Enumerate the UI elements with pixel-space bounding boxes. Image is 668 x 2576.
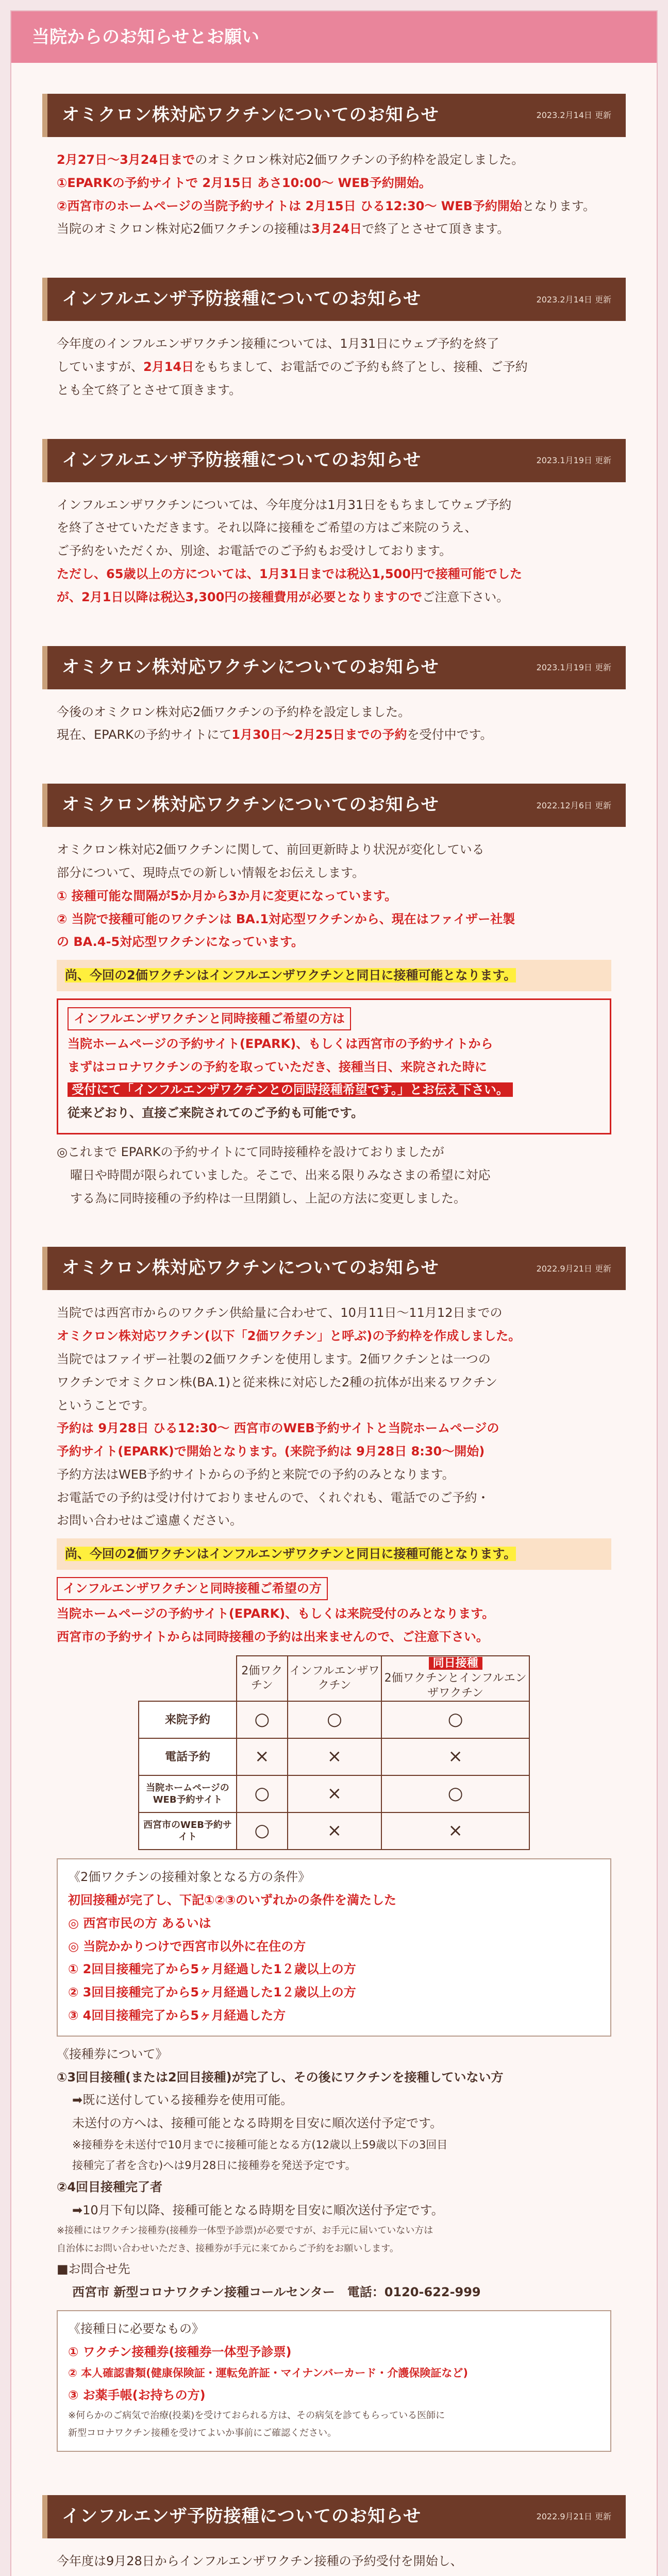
text: 今年度は9月28日からインフルエンザワクチン接種の予約受付を開始し、	[57, 2554, 463, 2569]
text: 予約は 9月28日 ひる12:30～ 西宮市のWEB予約サイトと当院ホームページの	[57, 1421, 499, 1436]
notice-date: 2023.2月14日 更新	[536, 110, 611, 121]
notice-title: インフルエンザ予防接種についてのお知らせ	[62, 289, 421, 310]
table-row: 当院ホームページのWEB予約サイト ○ × ○	[139, 1775, 529, 1812]
text: お電話での予約は受け付けておりませんので、くれぐれも、電話でのご予約・	[57, 1490, 490, 1505]
text: ※接種にはワクチン接種券(接種券一体型予診票)が必要ですが、お手元に届いていない方は	[57, 2225, 433, 2236]
text	[57, 2574, 611, 2576]
text: ただし、65歳以上の方については、1月31日までは税込1,500円で接種可能でした	[57, 566, 522, 581]
text: 今後のオミクロン株対応2価ワクチンの予約枠を設定しました。	[57, 704, 411, 719]
notice-date: 2023.2月14日 更新	[536, 294, 611, 304]
text: となります。	[522, 198, 595, 213]
text: ①3回目接種(または2回目接種)が完了し、その後にワクチンを接種していない方	[57, 2070, 504, 2084]
notice-header	[42, 2495, 626, 2538]
text: 当院ホームページの予約サイト(EPARK)、もしくは西宮市の予約サイトから	[68, 1036, 493, 1051]
notice-omicron-0119	[42, 615, 626, 753]
text: 新型コロナワクチン接種を受けてよいか事前にご確認ください。	[68, 2428, 337, 2439]
page-title: 当院からのお知らせとお願い	[11, 11, 657, 63]
notice-omicron-0921	[42, 1216, 626, 2464]
notice-date: 2022.9月21日 更新	[536, 2512, 611, 2522]
text: ② 本人確認書類(健康保険証・運転免許証・マイナンバーカード・介護保険証など)	[68, 2367, 468, 2380]
notice-header	[42, 439, 626, 482]
col-header: インフルエンザワクチン	[288, 1656, 382, 1701]
text: ③ お薬手帳(お持ちの方)	[68, 2388, 206, 2403]
text: ※何らかのご病気で治療(投薬)を受けておられる方は、その病気を診てもらっている医師に	[68, 2410, 445, 2421]
same-day-note: 尚、今回の2価ワクチンはインフルエンザワクチンと同日に接種可能となります。	[57, 960, 611, 991]
notice-title: オミクロン株対応ワクチンについてのお知らせ	[62, 105, 439, 126]
text: まずはコロナワクチンの予約を取っていただき、接種当日、来院された時に	[68, 1059, 487, 1074]
text: ◎これまで EPARKの予約サイトにて同時接種枠を設けておりましたが	[57, 1144, 444, 1159]
page-frame	[10, 10, 658, 2576]
text: ご予約をいただくか、別途、お電話でのご予約もお受けしております。	[57, 544, 452, 558]
notice-header	[42, 784, 626, 827]
text: していますが、	[57, 359, 143, 374]
text: 従来どおり、直接ご来院されてのご予約も可能です。	[68, 1106, 364, 1121]
text: ➡10月下旬以降、接種可能となる時期を目安に順次送付予定です。	[72, 2203, 444, 2218]
text: 3月24日	[311, 222, 362, 236]
notice-title: インフルエンザ予防接種についてのお知らせ	[62, 2506, 421, 2527]
notice-date: 2022.12月6日 更新	[536, 800, 611, 810]
notice-flu-0214	[42, 247, 626, 408]
text: 《接種日に必要なもの》	[68, 2321, 204, 2336]
notice-header	[42, 1247, 626, 1290]
notice-header	[42, 94, 626, 137]
notice-header	[42, 646, 626, 689]
notice-title: オミクロン株対応ワクチンについてのお知らせ	[62, 794, 439, 816]
notice-date: 2022.9月21日 更新	[536, 1263, 611, 1274]
text: とも全て終了とさせて頂きます。	[57, 382, 242, 397]
text: ということです。	[57, 1398, 155, 1413]
text: ◎ 西宮市民の方 あるいは	[68, 1916, 211, 1930]
text: ※接種券を未送付で10月までに接種可能となる方(12歳以上59歳以下の3回目	[72, 2139, 448, 2151]
text: ① ワクチン接種券(接種券一体型予診票)	[68, 2344, 292, 2359]
text: 現在、EPARKの予約サイトにて	[57, 727, 232, 742]
text: する為に同時接種の予約枠は一旦閉鎖し、上記の方法に変更しました。	[70, 1191, 466, 1206]
text: を終了させていただきます。それ以降に接種をご希望の方はご来院のうえ、	[57, 520, 477, 535]
text: ③ 4回目接種完了から5ヶ月経過した方	[68, 2008, 286, 2023]
text: 曜日や時間が限られていました。そこで、出来る限りみなさまの希望に対応	[70, 1167, 491, 1182]
text: ■お問合せ先	[57, 2262, 130, 2277]
text: ② 当院で接種可能のワクチンは BA.1対応型ワクチンから、現在はファイザー社製	[57, 911, 515, 926]
text: 予約サイト(EPARK)で開始となります。(来院予約は 9月28日 8:30～開始)	[57, 1444, 485, 1459]
text: オミクロン株対応ワクチン(以下「2価ワクチン」と呼ぶ)の予約枠を作成しました。	[57, 1329, 521, 1344]
text: 受付にて「インフルエンザワクチンとの同時接種希望です。」とお伝え下さい。	[68, 1082, 513, 1097]
text: ① 2回目接種完了から5ヶ月経過した1２歳以上の方	[68, 1962, 356, 1977]
text: ご注意下さい。	[422, 589, 509, 604]
box-tag: インフルエンザワクチンと同時接種ご希望の方	[57, 1577, 328, 1600]
text: の BA.4-5対応型ワクチンになっています。	[57, 935, 304, 950]
text: 今年度のインフルエンザワクチン接種については、1月31日にウェブ予約を終了	[57, 336, 499, 351]
notice-flu-0119	[42, 408, 626, 615]
text: ②4回目接種完了者	[57, 2180, 163, 2195]
text: 西宮市の予約サイトからは同時接種の予約は出来ませんので、ご注意下さい。	[57, 1629, 489, 1644]
same-day-box	[57, 998, 611, 1134]
text: 当院ホームページの予約サイト(EPARK)、もしくは来院受付のみとなります。	[57, 1606, 495, 1621]
text: ① 接種可能な間隔が5か月から3か月に変更になっています。	[57, 888, 397, 903]
text: 当院のオミクロン株対応2価ワクチンの接種は	[57, 222, 312, 236]
text: のオミクロン株対応2価ワクチンの予約枠を設定しました。	[195, 152, 524, 167]
text: ②西宮市のホームページの当院予約サイトは 2月15日 ひる12:30～ WEB予約開始	[57, 198, 522, 213]
eligibility-box	[57, 1858, 611, 2037]
notice-flu-0921	[42, 2464, 626, 2576]
text: 2月27日～3月24日まで	[57, 152, 195, 167]
text: 《接種券について》	[57, 2046, 168, 2061]
col-header: 2価ワクチン	[237, 1656, 288, 1701]
text: ①EPARKの予約サイトで 2月15日 あさ10:00～ WEB予約開始。	[57, 175, 431, 190]
text: をもちまして、お電話でのご予約も終了とし、接種、ご予約	[194, 359, 528, 374]
required-items-box	[57, 2310, 611, 2452]
notice-title: インフルエンザ予防接種についてのお知らせ	[62, 449, 421, 470]
text: を受付中です。	[407, 727, 493, 742]
text: 自治体にお問い合わせいただき、接種券が手元に来てからご予約をお願いします。	[57, 2243, 399, 2254]
text: ② 3回目接種完了から5ヶ月経過した1２歳以上の方	[68, 1985, 356, 2000]
text: が、2月1日以降は税込3,300円の接種費用が必要となりますので	[57, 589, 423, 604]
text: お問い合わせはご遠慮ください。	[57, 1513, 242, 1528]
table-row: 電話予約 × × ×	[139, 1738, 529, 1775]
text: 部分について、現時点での新しい情報をお伝えします。	[57, 865, 365, 880]
notice-date: 2023.1月19日 更新	[536, 662, 611, 672]
notice-omicron-0214	[42, 63, 626, 247]
notice-header	[42, 278, 626, 321]
text: 《2価ワクチンの接種対象となる方の条件》	[68, 1870, 311, 1885]
table-row: 西宮市のWEB予約サイト ○ × ×	[139, 1812, 529, 1850]
notice-omicron-1206	[42, 753, 626, 1216]
reservation-table	[138, 1655, 530, 1850]
text: オミクロン株対応2価ワクチンに関して、前回更新時より状況が変化している	[57, 842, 485, 857]
call-center: 西宮市 新型コロナワクチン接種コールセンター 電話：0120-622-999	[72, 2284, 481, 2299]
text: 予約方法はWEB予約サイトからの予約と来院での予約のみとなります。	[57, 1467, 455, 1482]
text: 未送付の方へは、接種可能となる時期を目安に順次送付予定です。	[72, 2116, 443, 2131]
text: 1月30日～2月25日までの予約	[231, 727, 407, 742]
notice-title: オミクロン株対応ワクチンについてのお知らせ	[62, 656, 439, 677]
text: 当院では西宮市からのワクチン供給量に合わせて、10月11日～11月12日までの	[57, 1306, 503, 1320]
text: 当院ではファイザー社製の2価ワクチンを使用します。2価ワクチンとは一つの	[57, 1351, 491, 1366]
text: ➡既に送付している接種券を使用可能。	[72, 2093, 293, 2108]
text: 初回接種が完了し、下記①②③のいずれかの条件を満たした	[68, 1893, 396, 1908]
notice-date: 2023.1月19日 更新	[536, 455, 611, 465]
box-tag: インフルエンザワクチンと同時接種ご希望の方は	[68, 1007, 351, 1030]
notice-title: オミクロン株対応ワクチンについてのお知らせ	[62, 1258, 439, 1279]
col-header: 同日接種 2価ワクチンとインフルエンザワクチン	[381, 1656, 529, 1701]
text: ◎ 当院かかりつけで西宮市以外に在住の方	[68, 1939, 306, 1954]
table-row: 来院予約 ○ ○ ○	[139, 1701, 529, 1738]
text: ワクチンでオミクロン株(BA.1)と従来株に対応した2種の抗体が出来るワクチン	[57, 1375, 497, 1389]
same-day-note: 尚、今回の2価ワクチンはインフルエンザワクチンと同日に接種可能となります。	[57, 1538, 611, 1570]
text: 接種完了者を含む)へは9月28日に接種券を発送予定です。	[72, 2159, 356, 2172]
text: で終了とさせて頂きます。	[362, 222, 510, 236]
text: 2月14日	[143, 359, 194, 374]
text: インフルエンザワクチンについては、今年度分は1月31日をもちましてウェブ予約	[57, 497, 512, 512]
